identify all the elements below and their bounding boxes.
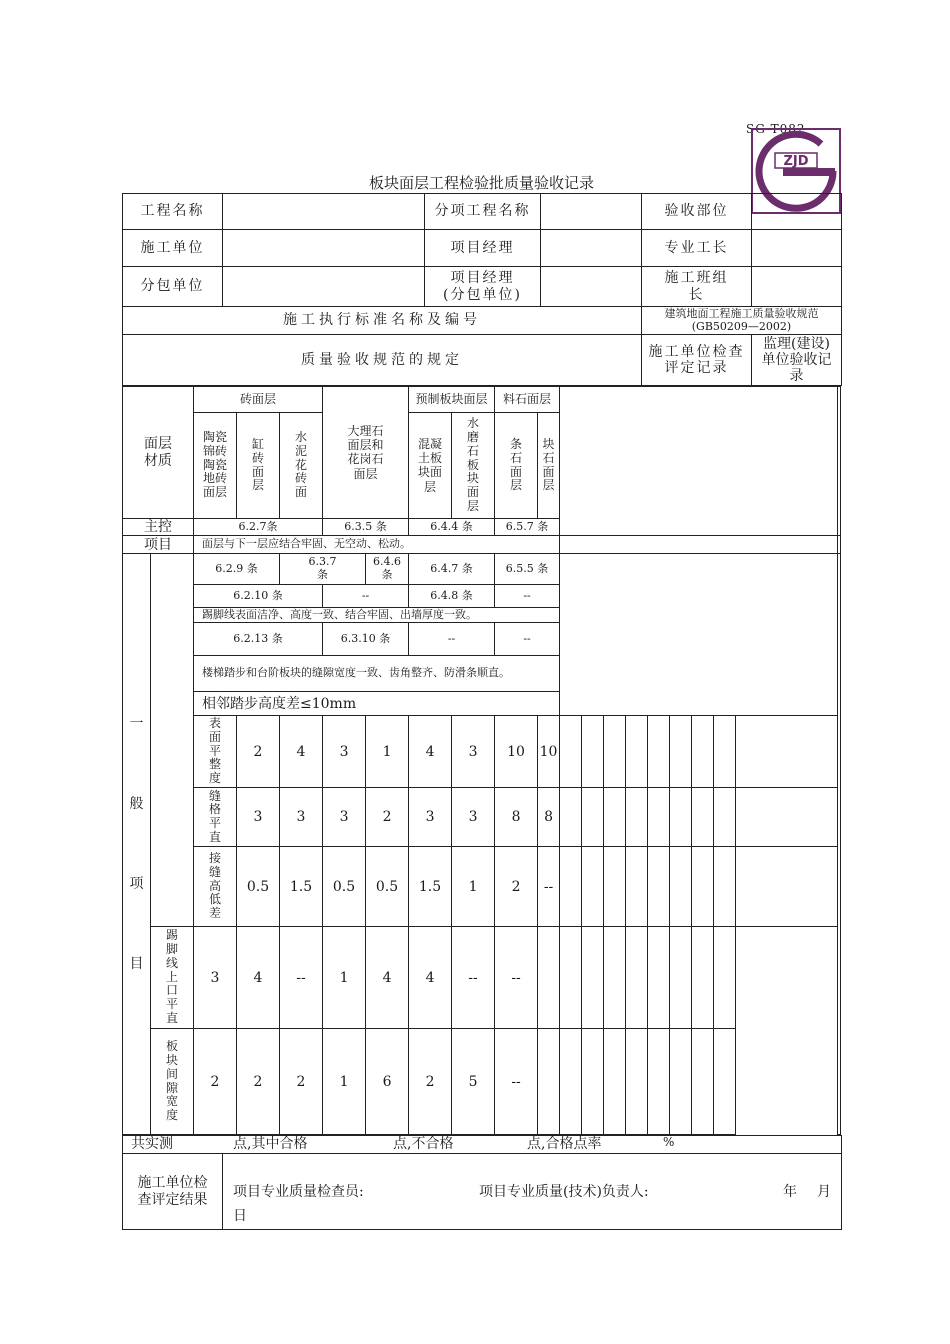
label-sub-project: 分项工程名称 <box>425 194 541 230</box>
dev-name-joint-height: 接缝高低差 <box>194 847 237 927</box>
group-brick: 砖面层 <box>194 387 323 413</box>
check-cell[interactable] <box>670 788 692 847</box>
general-subcol <box>151 554 194 927</box>
material-cement-tile: 水泥花砖面 <box>280 413 323 519</box>
check-cell[interactable] <box>670 927 692 1029</box>
main-clause-stone: 6.5.7 条 <box>495 519 560 536</box>
check-cell[interactable] <box>714 716 736 788</box>
check-cell[interactable] <box>670 716 692 788</box>
gen-clause-647: 6.4.7 条 <box>409 554 495 585</box>
value-team-leader[interactable] <box>752 267 842 307</box>
dev-value: 0.5 <box>237 847 280 927</box>
dev-value: 4 <box>366 927 409 1029</box>
dev-value: 2 <box>366 788 409 847</box>
dev-value: 1 <box>323 927 366 1029</box>
dev-value: -- <box>280 927 323 1029</box>
value-pm-subcontract[interactable] <box>541 267 642 307</box>
main-clause-precast: 6.4.4 条 <box>409 519 495 536</box>
dev-value: -- <box>495 927 538 1029</box>
value-project-manager[interactable] <box>541 230 642 267</box>
check-cell[interactable] <box>648 847 670 927</box>
dev-value: 4 <box>409 927 452 1029</box>
dev-value: 10 <box>495 716 538 788</box>
dev-value: 6 <box>366 1029 409 1135</box>
dev-value: 3 <box>237 788 280 847</box>
material-concrete-slab: 混凝土板块面层 <box>409 413 452 519</box>
dev-value: 5 <box>452 1029 495 1135</box>
dev-value: 2 <box>237 716 280 788</box>
gen-clause-629: 6.2.9 条 <box>194 554 280 585</box>
check-cell[interactable] <box>604 927 626 1029</box>
material-clinker-brick: 缸砖面层 <box>237 413 280 519</box>
check-cell[interactable] <box>582 1029 604 1135</box>
dev-value: 0.5 <box>366 847 409 927</box>
label-standard: 施工执行标准名称及编号 <box>123 307 642 335</box>
check-cell[interactable] <box>648 927 670 1029</box>
check-cell[interactable] <box>648 716 670 788</box>
material-marble: 大理石面层和花岗石面层 <box>323 387 409 519</box>
check-cell[interactable] <box>714 847 736 927</box>
gen-clause-6310: 6.3.10 条 <box>323 623 409 656</box>
summary-row <box>123 1136 842 1154</box>
gen-supervision-area[interactable] <box>838 554 841 1135</box>
main-check-cell[interactable] <box>560 536 838 554</box>
check-cell[interactable] <box>626 927 648 1029</box>
dev-value: 2 <box>495 847 538 927</box>
dev-value: 3 <box>409 788 452 847</box>
label-construction-unit: 施工单位 <box>123 230 223 267</box>
check-cell[interactable] <box>604 716 626 788</box>
check-cell[interactable] <box>670 1029 692 1135</box>
check-cell[interactable] <box>538 927 560 1029</box>
step-height-note: 相邻踏步高度差≤10mm <box>194 692 560 716</box>
group-stone: 料石面层 <box>495 387 560 413</box>
check-cell[interactable] <box>604 847 626 927</box>
check-cell[interactable] <box>692 788 714 847</box>
dev-value: 3 <box>280 788 323 847</box>
check-cell[interactable] <box>560 847 582 927</box>
check-cell[interactable] <box>604 1029 626 1135</box>
summary-table <box>122 1135 842 1230</box>
dev-value: 3 <box>452 788 495 847</box>
dev-value: 2 <box>194 1029 237 1135</box>
check-cell[interactable] <box>692 1029 714 1135</box>
dev-value: 1 <box>366 716 409 788</box>
gen-clause-648: 6.4.8 条 <box>409 585 495 608</box>
value-project-name[interactable] <box>223 194 425 230</box>
check-cell[interactable] <box>736 716 838 788</box>
label-day: 日 <box>233 1208 247 1224</box>
check-cell[interactable] <box>582 847 604 927</box>
value-standard: 建筑地面工程施工质量验收规范 (GB50209—2002) <box>642 307 842 335</box>
dev-value: 3 <box>194 927 237 1029</box>
check-cell[interactable] <box>626 1029 648 1135</box>
check-cell[interactable] <box>626 847 648 927</box>
dev-value: 4 <box>237 927 280 1029</box>
dev-name-flatness: 表面平整度 <box>194 716 237 788</box>
label-general-items: 一 般 项 目 <box>123 554 151 1135</box>
check-cell[interactable] <box>582 927 604 1029</box>
dev-value: 2 <box>237 1029 280 1135</box>
label-footer: 施工单位检查评定结果 <box>123 1154 223 1230</box>
material-mosaic-tile: 陶瓷锦砖陶瓷地砖面层 <box>194 413 237 519</box>
dev-value: 1 <box>323 1029 366 1135</box>
dev-value: -- <box>538 847 560 927</box>
gen-clause-655: 6.5.5 条 <box>495 554 560 585</box>
check-cell[interactable] <box>626 716 648 788</box>
logo-text: ZJD <box>783 154 809 169</box>
check-cell[interactable] <box>736 788 838 847</box>
summary-percent: % <box>663 1135 675 1150</box>
check-cell[interactable] <box>560 927 582 1029</box>
main-bonding-note: 面层与下一层应结合牢固、无空动、松动。 <box>194 536 560 554</box>
check-cell[interactable] <box>714 927 736 1029</box>
gen-clause-6210: 6.2.10 条 <box>194 585 323 608</box>
check-cell[interactable] <box>604 788 626 847</box>
label-pm-subcontract: 项目经理 (分包单位) <box>425 267 541 307</box>
check-cell[interactable] <box>714 788 736 847</box>
label-tech-lead: 项目专业质量(技术)负责人: <box>479 1184 649 1200</box>
dev-value: 3 <box>323 788 366 847</box>
value-acceptance-part[interactable] <box>752 194 842 230</box>
document-number: SG-T082 <box>746 122 806 136</box>
value-subcontract-unit[interactable] <box>223 267 425 307</box>
dev-value: 0.5 <box>323 847 366 927</box>
check-cell[interactable] <box>736 847 838 927</box>
inspection-table <box>122 386 841 1135</box>
label-project-manager: 项目经理 <box>425 230 541 267</box>
dev-value: 1.5 <box>409 847 452 927</box>
group-precast: 预制板块面层 <box>409 387 495 413</box>
dev-value: 1 <box>452 847 495 927</box>
check-record-area[interactable] <box>560 387 838 536</box>
label-inspector: 项目专业质量检查员: <box>233 1184 364 1200</box>
dev-value: 1.5 <box>280 847 323 927</box>
gen-clause-646: 6.4.6 条 <box>366 554 409 585</box>
dev-name-gap-width: 板块间隙宽度 <box>151 1029 194 1135</box>
dev-value: -- <box>495 1029 538 1135</box>
label-year: 年 <box>783 1184 797 1200</box>
dev-value: 3 <box>452 716 495 788</box>
gen-clause-637: 6.3.7 条 <box>280 554 366 585</box>
label-supervision: 监理(建设)单位验收记录 <box>752 335 842 386</box>
label-acceptance-part: 验收部位 <box>642 194 752 230</box>
gen-clause-6213: 6.2.13 条 <box>194 623 323 656</box>
dev-value: 3 <box>323 716 366 788</box>
summary-rate: 点,合格点率 <box>527 1136 602 1153</box>
dev-value: 4 <box>409 716 452 788</box>
gen-clause-dash-1: -- <box>323 585 409 608</box>
main-clause-marble: 6.3.5 条 <box>323 519 409 536</box>
main-clause-brick: 6.2.7条 <box>194 519 323 536</box>
gen-clause-dash-2: -- <box>495 585 560 608</box>
check-cell[interactable] <box>692 716 714 788</box>
material-block-stone: 块石面层 <box>538 413 560 519</box>
dev-name-joint-straightness: 缝格平直 <box>194 788 237 847</box>
check-cell[interactable] <box>560 1029 582 1135</box>
label-professional-foreman: 专业工长 <box>642 230 752 267</box>
dev-name-skirting-top: 踢脚线上口平直 <box>151 927 194 1029</box>
label-project-name: 工程名称 <box>123 194 223 230</box>
gen-clause-dash-3: -- <box>409 623 495 656</box>
value-construction-unit[interactable] <box>223 230 425 267</box>
label-main-control-1: 主控 <box>123 519 194 536</box>
check-cell[interactable] <box>582 716 604 788</box>
summary-total: 共实测 <box>131 1136 173 1153</box>
dev-value: -- <box>452 927 495 1029</box>
check-cell[interactable] <box>648 1029 670 1135</box>
check-cell[interactable] <box>560 788 582 847</box>
check-cell[interactable] <box>692 847 714 927</box>
gen-check-area[interactable] <box>560 554 838 716</box>
skirting-note: 踢脚线表面洁净、高度一致、结合牢固、出墙厚度一致。 <box>194 608 560 623</box>
check-cell[interactable] <box>714 1029 736 1135</box>
footer-signatures[interactable] <box>223 1154 842 1230</box>
label-subcontract-unit: 分包单位 <box>123 267 223 307</box>
material-terrazzo-slab: 水磨石板块面层 <box>452 413 495 519</box>
label-team-leader: 施工班组长 <box>642 267 752 307</box>
check-cell[interactable] <box>692 927 714 1029</box>
dev-value: 10 <box>538 716 560 788</box>
dev-value: 2 <box>280 1029 323 1135</box>
summary-unqualified: 点,不合格 <box>393 1136 454 1153</box>
value-professional-foreman[interactable] <box>752 230 842 267</box>
label-check-record: 施工单位检查评定记录 <box>642 335 752 386</box>
dev-value: 8 <box>495 788 538 847</box>
value-sub-project[interactable] <box>541 194 642 230</box>
dev-value: 8 <box>538 788 560 847</box>
stairs-note: 楼梯踏步和台阶板块的缝隙宽度一致、齿角整齐、防滑条顺直。 <box>194 656 560 692</box>
label-material: 面层材质 <box>123 387 194 519</box>
summary-qualified: 点,其中合格 <box>233 1136 308 1153</box>
check-cell[interactable] <box>670 847 692 927</box>
gen-clause-dash-4: -- <box>495 623 560 656</box>
label-main-control-2: 项目 <box>123 536 194 554</box>
label-spec: 质量验收规范的规定 <box>123 335 642 386</box>
check-cell[interactable] <box>582 788 604 847</box>
supervision-area[interactable] <box>838 387 841 536</box>
dev-value: 2 <box>409 1029 452 1135</box>
check-cell[interactable] <box>560 716 582 788</box>
label-month: 月 <box>817 1184 831 1200</box>
check-cell[interactable] <box>626 788 648 847</box>
header-table <box>122 193 842 386</box>
main-supervision-cell[interactable] <box>838 536 841 554</box>
check-cell[interactable] <box>648 788 670 847</box>
dev-value: 4 <box>280 716 323 788</box>
page-title: 板块面层工程检验批质量验收记录 <box>368 174 594 192</box>
material-strip-stone: 条石面层 <box>495 413 538 519</box>
check-cell[interactable] <box>538 1029 560 1135</box>
